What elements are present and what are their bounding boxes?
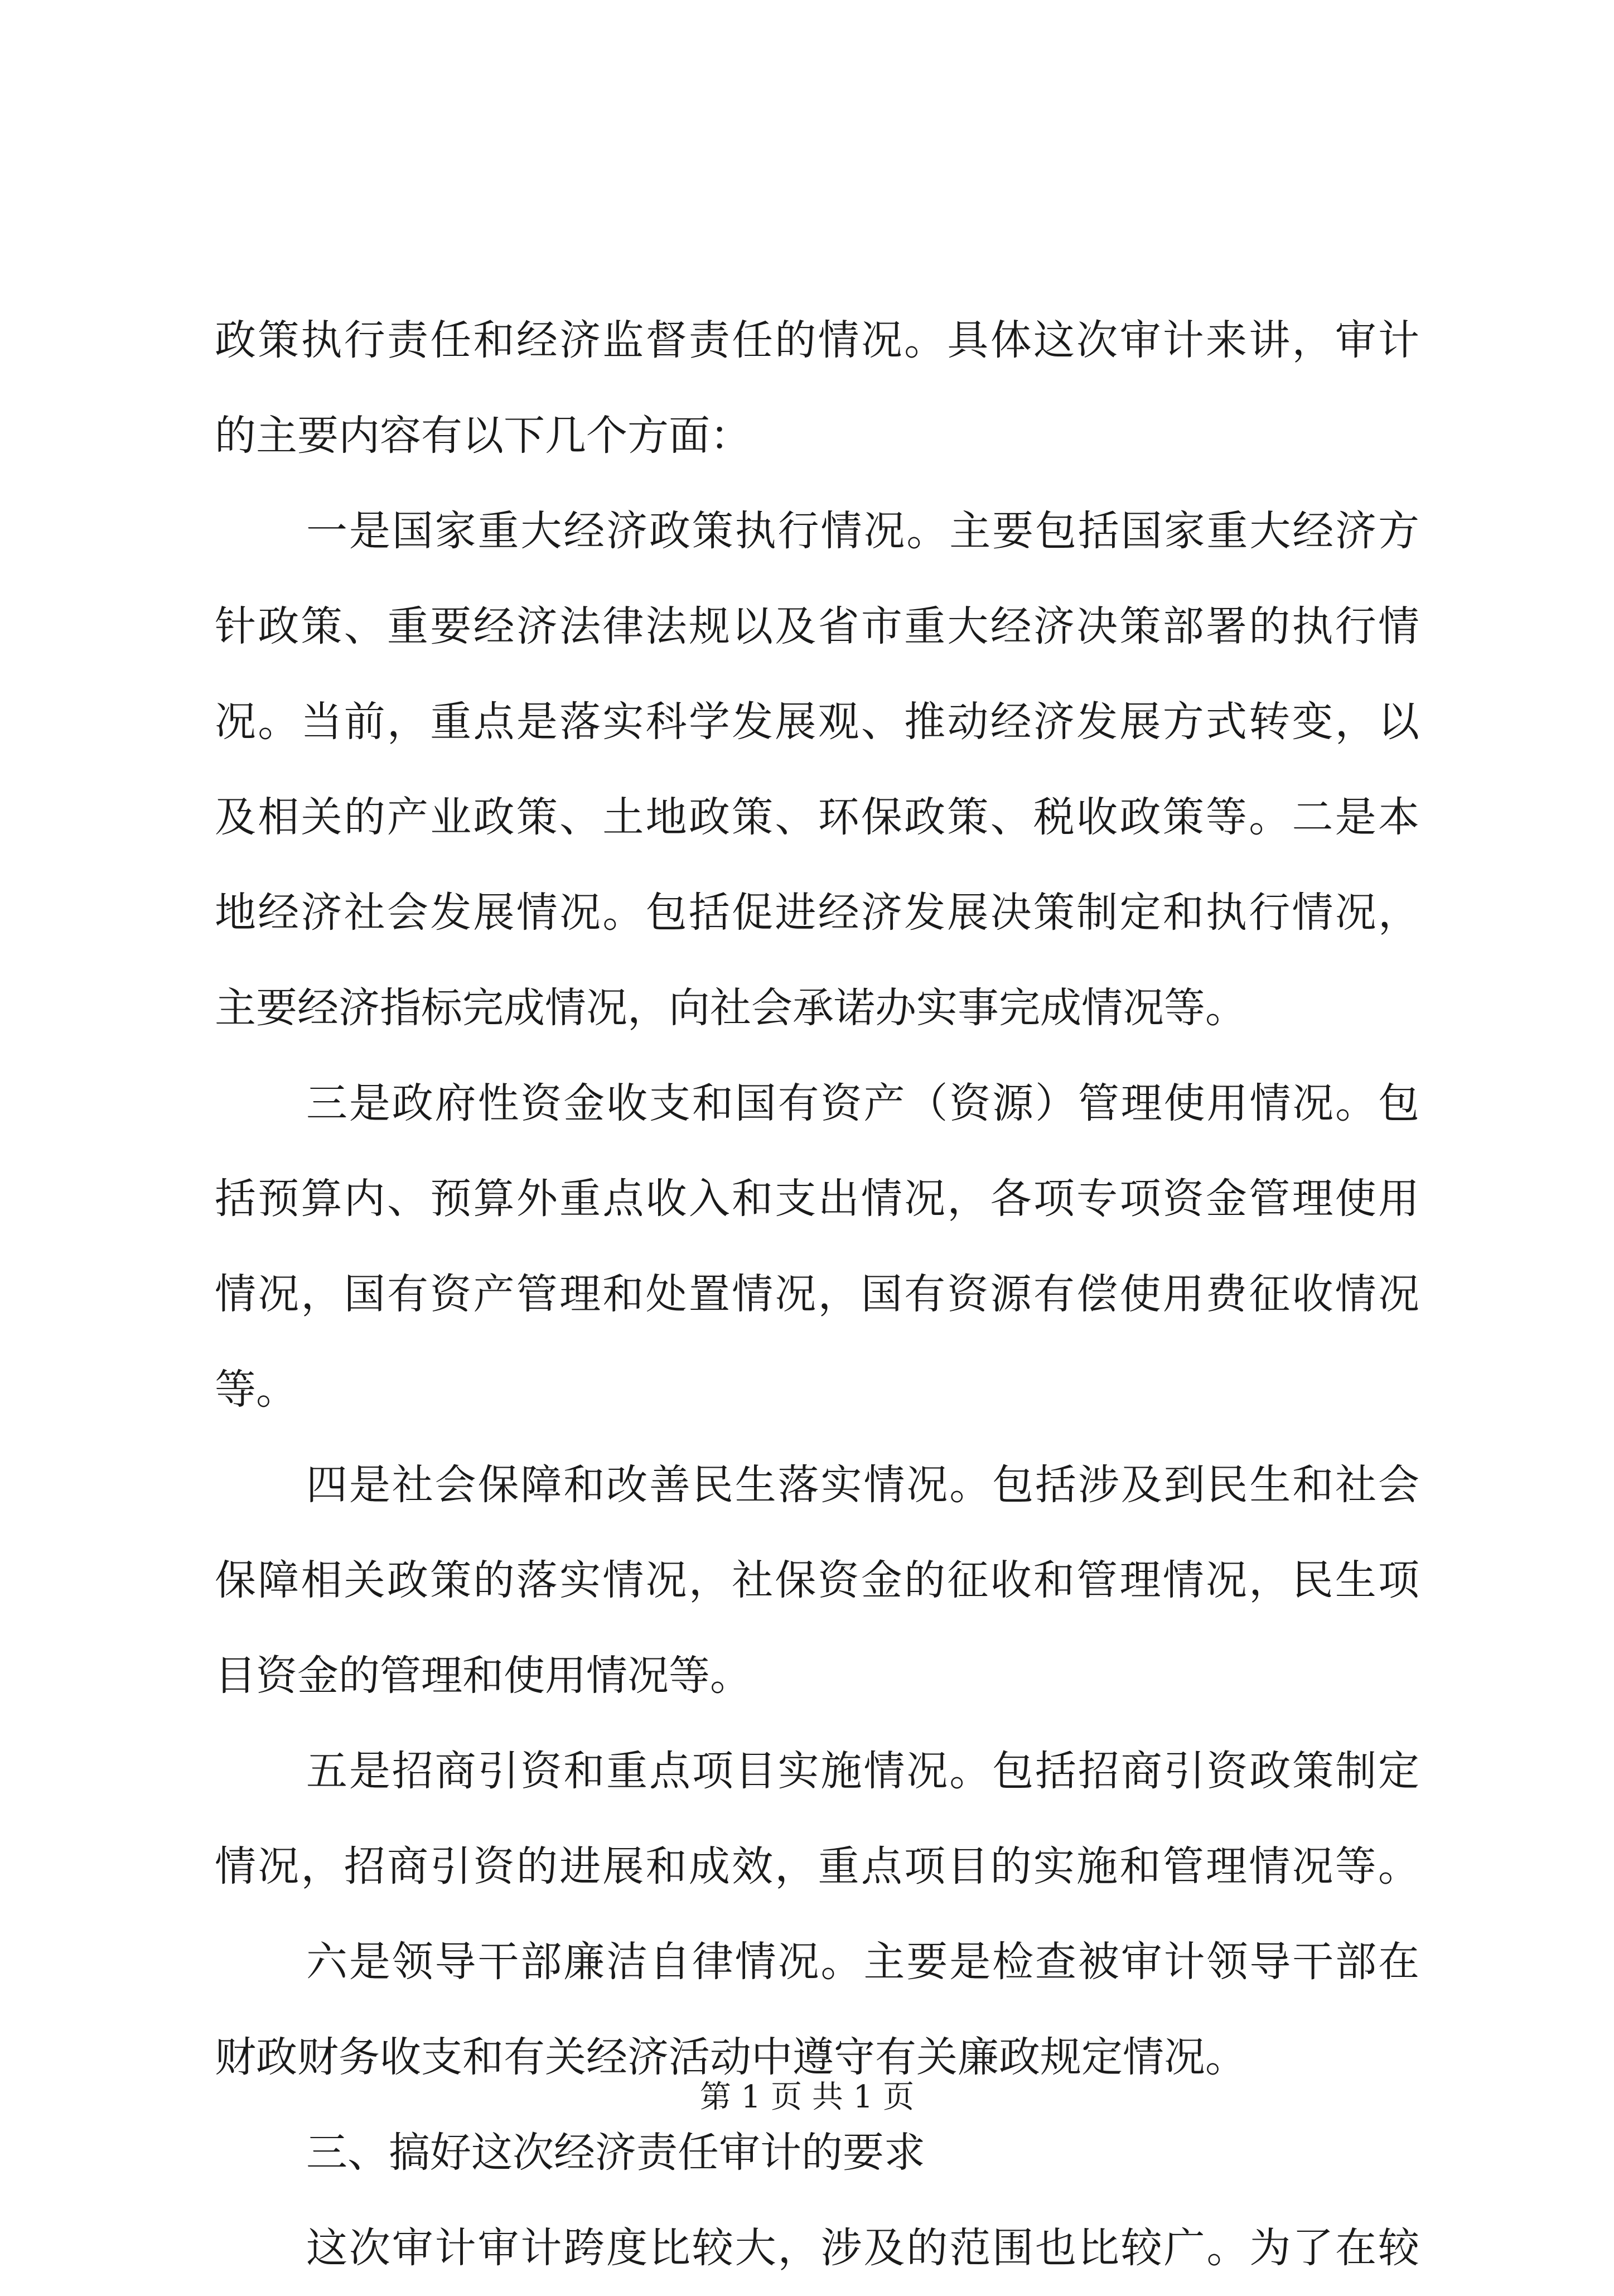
text-line: 情况，国有资产管理和处置情况，国有资源有偿使用费征收情况 bbox=[215, 1270, 1419, 1318]
text-line: 目资金的管理和使用情况等。 bbox=[215, 1652, 751, 1700]
text-line: 主要经济指标完成情况，向社会承诺办实事完成情况等。 bbox=[215, 984, 1246, 1032]
text-line: 三是政府性资金收支和国有资产（资源）管理使用情况。包 bbox=[306, 1079, 1419, 1127]
document-body bbox=[215, 293, 1419, 2296]
text-line: 四是社会保障和改善民生落实情况。包括涉及到民生和社会 bbox=[306, 1461, 1419, 1509]
text-line: 三、搞好这次经济责任审计的要求 bbox=[306, 2129, 925, 2177]
text-line: 财政财务收支和有关经济活动中遵守有关廉政规定情况。 bbox=[215, 2033, 1246, 2081]
text-line: 保障相关政策的落实情况，社保资金的征收和管理情况，民生项 bbox=[215, 1556, 1419, 1604]
text-line: 六是领导干部廉洁自律情况。主要是检查被审计领导干部在 bbox=[306, 1938, 1419, 1986]
text-line: 的主要内容有以下几个方面： bbox=[215, 412, 751, 460]
text-line: 五是招商引资和重点项目实施情况。包括招商引资政策制定 bbox=[306, 1747, 1419, 1795]
page-footer: 第 1 页 共 1 页 bbox=[699, 2079, 915, 2115]
text-line: 等。 bbox=[215, 1366, 297, 1414]
text-line: 政策执行责任和经济监督责任的情况。具体这次审计来讲，审计 bbox=[215, 316, 1419, 364]
text-line: 况。当前，重点是落实科学发展观、推动经济发展方式转变，以 bbox=[215, 698, 1419, 746]
text-line: 情况，招商引资的进展和成效，重点项目的实施和管理情况等。 bbox=[215, 1842, 1419, 1890]
text-line: 针政策、重要经济法律法规以及省市重大经济决策部署的执行情 bbox=[215, 602, 1419, 650]
text-line: 地经济社会发展情况。包括促进经济发展决策制定和执行情况， bbox=[215, 889, 1419, 937]
text-line: 及相关的产业政策、土地政策、环保政策、税收政策等。二是本 bbox=[215, 793, 1419, 841]
text-line: 一是国家重大经济政策执行情况。主要包括国家重大经济方 bbox=[306, 507, 1419, 555]
text-line: 这次审计审计跨度比较大，涉及的范围也比较广。为了在较 bbox=[306, 2224, 1419, 2272]
text-line: 括预算内、预算外重点收入和支出情况，各项专项资金管理使用 bbox=[215, 1175, 1419, 1223]
